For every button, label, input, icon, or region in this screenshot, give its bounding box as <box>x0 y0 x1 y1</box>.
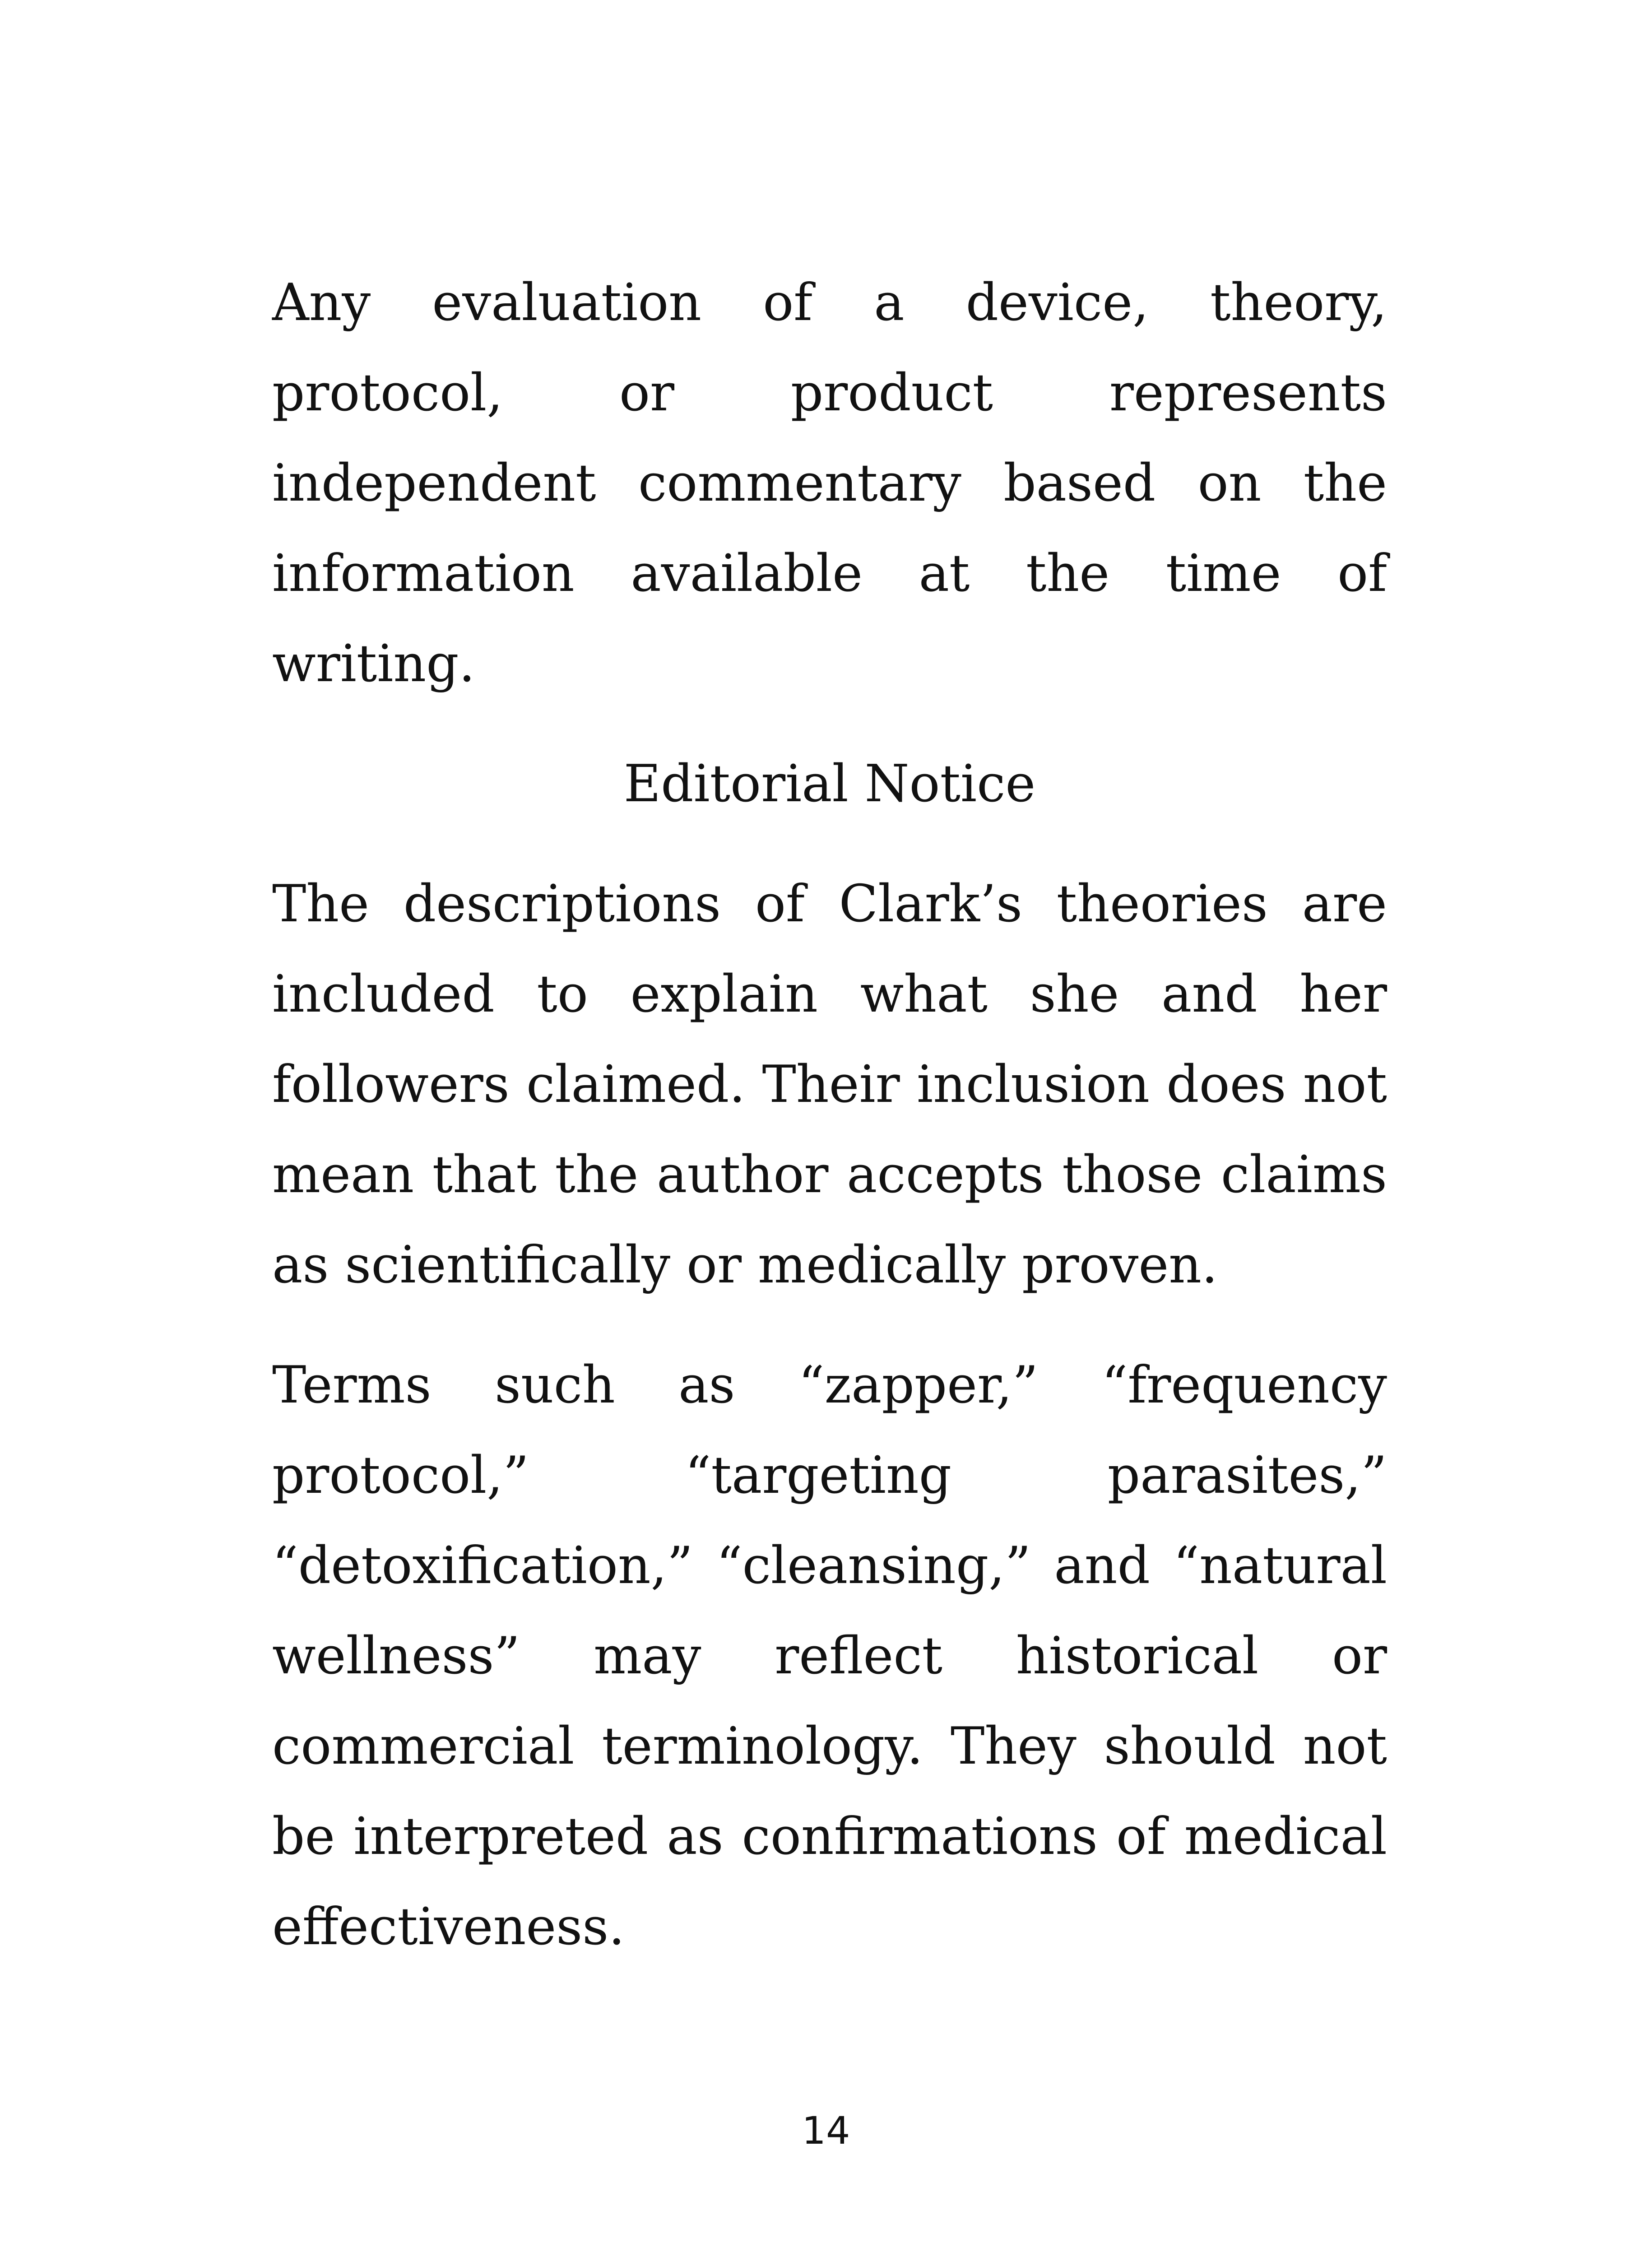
body-paragraph-claims: The descriptions of Clark’s theories are included to explain what she and her followers claimed. Their inclusion does not mean that the author accepts those claims as scientifically or medically proven. <box>272 874 1387 1295</box>
body-paragraph-terminology: Terms such as “zapper,” “frequency protocol,” “targeting parasites,” “detoxification,” “cleansing,” and “natural wellness” may reflect historical or commercial terminology. They should not be interpreted as confirmations of medical effectiveness. <box>272 1355 1387 1956</box>
page-number: 14 <box>802 2108 850 2153</box>
intro-paragraph: Any evaluation of a device, theory, protocol, or product represents independent commentary based on the information available at the time of writing. <box>272 273 1387 693</box>
section-heading: Editorial Notice <box>623 754 1036 813</box>
page-body <box>272 257 1387 1972</box>
